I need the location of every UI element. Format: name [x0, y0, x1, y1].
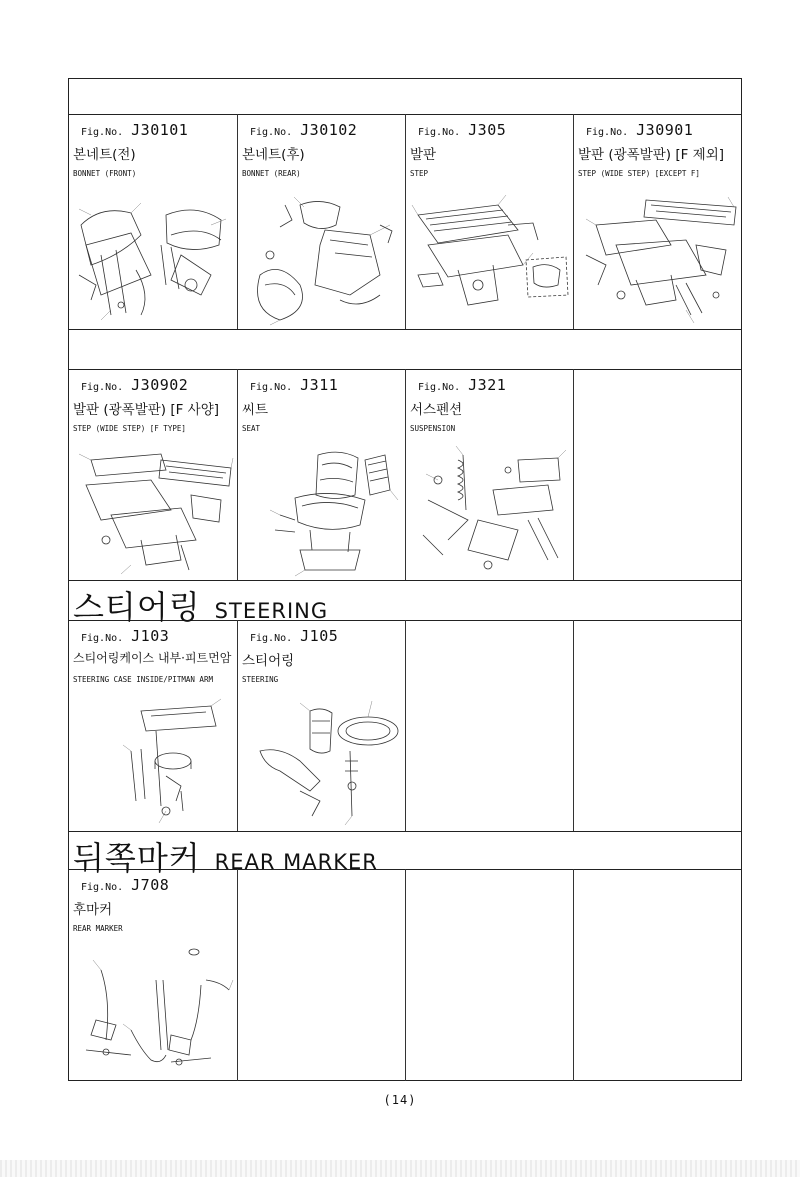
- fig-number: Fig.No. J30901: [586, 121, 694, 139]
- figure-cell-j30901[interactable]: [574, 115, 743, 329]
- english-title: STEP: [410, 169, 429, 178]
- rear-marker-drawing: [71, 940, 235, 1078]
- figure-cell-j30902[interactable]: [69, 370, 237, 580]
- english-title: STEP (WIDE STEP) [EXCEPT F]: [578, 169, 700, 178]
- figure-cell-j311[interactable]: [238, 370, 405, 580]
- bonnet-rear-drawing: [240, 185, 402, 327]
- figure-cell-j30101[interactable]: [69, 115, 237, 329]
- korean-title: 본네트(전): [73, 147, 136, 163]
- english-title: BONNET (REAR): [242, 169, 301, 178]
- english-title: STEERING CASE INSIDE/PITMAN ARM: [73, 675, 213, 684]
- fig-number: Fig.No. J30101: [81, 121, 189, 139]
- english-title: REAR MARKER: [73, 924, 123, 933]
- english-title: STEERING: [242, 675, 279, 684]
- step-drawing: [408, 185, 570, 327]
- page-number: (14): [383, 1093, 417, 1107]
- korean-title: 씨트: [242, 402, 269, 418]
- seat-drawing: [240, 440, 402, 578]
- english-title: SEAT: [242, 424, 261, 433]
- fig-number: Fig.No. J305: [418, 121, 507, 139]
- empty-cell: [406, 621, 573, 831]
- korean-title: 서스펜션: [410, 402, 463, 418]
- fig-number: Fig.No. J105: [250, 627, 339, 645]
- empty-cell: [574, 621, 743, 831]
- fig-number: Fig.No. J103: [81, 627, 170, 645]
- figure-cell-j321[interactable]: [406, 370, 573, 580]
- korean-title: 발판 (광폭발판) [F 제외]: [578, 147, 725, 163]
- fig-number: Fig.No. J708: [81, 876, 170, 894]
- figure-cell-j103[interactable]: [69, 621, 237, 831]
- fig-number: Fig.No. J30102: [250, 121, 358, 139]
- fig-number: Fig.No. J311: [250, 376, 339, 394]
- section-title-rear-marker: 뒤쪽마커 REAR MARKER: [73, 839, 378, 877]
- korean-title: 스티어링케이스 내부·피트먼암: [73, 651, 232, 665]
- english-title: SUSPENSION: [410, 424, 456, 433]
- wide-step-f-type-drawing: [71, 440, 235, 578]
- korean-title: 발판 (광폭발판) [F 사양]: [73, 402, 220, 418]
- korean-title: 본네트(후): [242, 147, 305, 163]
- scan-edge-artifact: [0, 1160, 800, 1177]
- figure-cell-j708[interactable]: [69, 870, 237, 1081]
- empty-cell: [574, 370, 743, 580]
- korean-title: 발판: [410, 147, 437, 163]
- korean-title: 후마커: [73, 902, 113, 918]
- english-title: STEP (WIDE STEP) [F TYPE]: [73, 424, 186, 433]
- steering-case-drawing: [71, 691, 235, 829]
- empty-cell: [238, 870, 405, 1081]
- section-title-steering: 스티어링 STEERING: [73, 588, 329, 626]
- empty-cell: [406, 870, 573, 1081]
- korean-title: 스티어링: [242, 653, 295, 669]
- catalog-index-table: [68, 78, 742, 1081]
- fig-number: Fig.No. J321: [418, 376, 507, 394]
- figure-cell-j305[interactable]: [406, 115, 573, 329]
- wide-step-except-f-drawing: [576, 185, 740, 327]
- bonnet-front-drawing: [71, 185, 235, 327]
- figure-cell-j30102[interactable]: [238, 115, 405, 329]
- figure-cell-j105[interactable]: [238, 621, 405, 831]
- english-title: BONNET (FRONT): [73, 169, 137, 178]
- steering-wheel-drawing: [240, 691, 402, 829]
- fig-number: Fig.No. J30902: [81, 376, 189, 394]
- empty-cell: [574, 870, 743, 1081]
- suspension-drawing: [408, 440, 570, 578]
